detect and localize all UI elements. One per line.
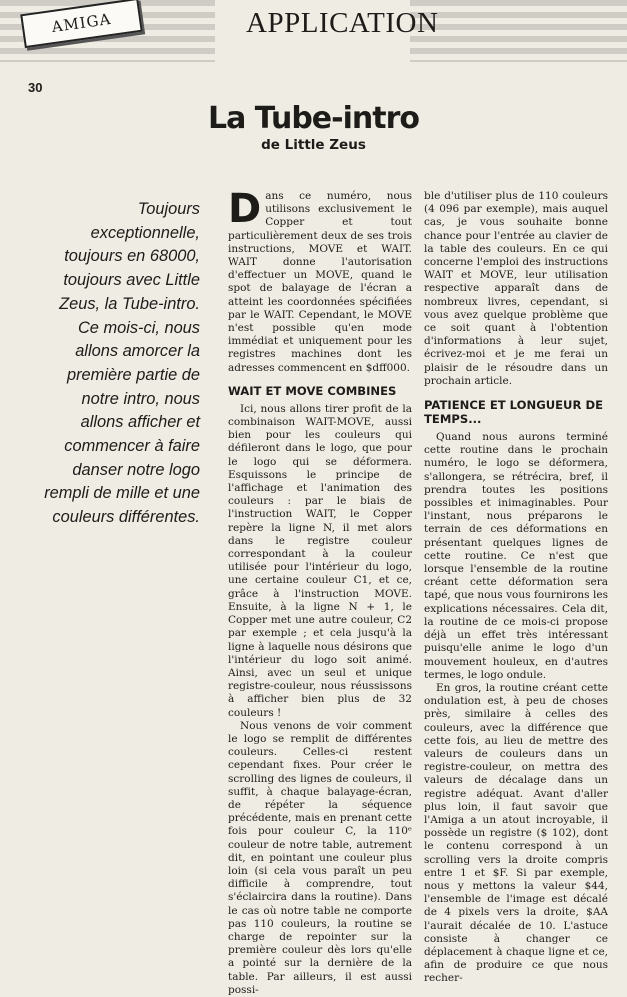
drop-cap: D <box>228 186 262 232</box>
paragraph-intro <box>228 186 412 375</box>
article-byline: de Little Zeus <box>261 137 366 153</box>
section-heading-patience: PATIENCE ET LONGUEUR DE TEMPS... <box>424 398 603 427</box>
article-column-2 <box>424 190 608 986</box>
paragraph: En gros, la routine créant cette ondulation est, à peu de choses près, similaire à celles des couleurs, avec la différence que cette fois, au lieu de mettre des valeurs de couleurs dans un registre-couleur, on mettra des valeurs de décalage dans un registre adéquat. Avant d'aller plus loin, il faut savoir que l'Amiga a un atout incroyable, il possède un registre ($ 102), dont le contenu correspond à un scrolling vers la droite compris entre 1 et $F. Si par exemple, nous y mettons la valeur $44, l'ensemble de l'image est décalé de 4 pixels vers la droite, $AA l'aurait décalée de 10. L'astuce consiste à changer ce déplacement à chaque ligne et ce, afin de produire ce que nous recher- <box>424 681 608 985</box>
paragraph: Nous venons de voir comment le logo se remplit de différentes couleurs. Celles-ci restent cependant fixes. Pour créer le scrolling des lignes de couleurs, il suffit, à chaque balayage-écran, de répéter la séquence précédente, mais en prenant cette fois pour couleur C, la 110ᵉ couleur de notre table, autrement dit, en pointant une couleur plus loin (si cela vous paraît un peu difficile à comprendre, tout s'éclaircira dans la routine). Dans le cas où notre table ne comporte pas 110 couleurs, la routine se charge de repointer sur la première couleur dès lors qu'elle a pointé sur la dernière de la table. Par ailleurs, il est aussi possi- <box>228 719 412 996</box>
article-column-1 <box>228 186 412 997</box>
article-title: La Tube-intro <box>208 101 419 136</box>
paragraph: Quand nous aurons terminé cette routine dans le prochain numéro, le logo se déformera, s'allongera, se rétrécira, bref, il prendra toutes les positions possibles et inimaginables. Pour l'instant, nous préparons le terrain de ces déformations en présentant quelques lignes de cette routine. Ce n'est que lorsque l'ensemble de la routine créant cette déformation sera tapé, que nous vous fournirons les explications nécessaires. Cela dit, la routine de ce mois-ci propose déjà un effet très intéressant puisqu'elle anime le logo d'un mouvement houleux, en d'autres termes, le logo ondule. <box>424 431 608 681</box>
intro-text: ans ce numéro, nous utilisons exclusivement le Copper et tout particulièrement deux de ses trois instructions, MOVE et WAIT. WAIT donne l'autorisation d'effectuer un MOVE, quand le spot de balayage de l'écran a atteint les coordonnées spécifiées par le WAIT. Cependant, le MOVE n'est possible qu'en mode immédiat et uniquement pour les registres machines dont les adresses commencent en $dff000. <box>228 190 412 374</box>
article-lede: Toujours exceptionnelle, toujours en 68000, toujours avec Little Zeus, la Tube-intro. Ce mois-ci, nous allons amorcer la première partie de notre intro, nous allons afficher et commencer à faire danser notre logo rempli de mille et une couleurs différentes. <box>44 200 200 527</box>
paragraph: Ici, nous allons tirer profit de la combinaison WAIT-MOVE, aussi bien pour les couleurs qui défileront dans le logo, que pour le logo qui se déformera. Esquissons le principe de l'affichage et l'animation des couleurs : par le biais de l'instruction WAIT, le Copper repère la ligne N, il met alors dans le registre couleur correspondant à la couleur utilisée pour l'intérieur du logo, une certaine couleur C1, et ce, grâce à l'instruction MOVE. Ensuite, à la ligne N + 1, le Copper met une autre couleur, C2 par exemple ; et cela jusqu'à la ligne à laquelle nous désirons que l'intérieur du logo soit animé. Ainsi, avec un seul et unique registre-couleur, nous réussissons à afficher bien plus de 32 couleurs ! <box>228 402 412 719</box>
paragraph: ble d'utiliser plus de 110 couleurs (4 096 par exemple), mais auquel cas, je vous souhaite bonne chance pour l'entrée au clavier de la table des couleurs. En ce qui concerne l'emploi des instructions WAIT et MOVE, leur utilisation respective apparaît dans de nombreux livres, cependant, si vous avez quelque problème que ce soit quant à l'obtention d'informations à leur sujet, écrivez-moi et je me ferai un plaisir de le résoudre dans un prochain article. <box>424 190 608 387</box>
section-title: APPLICATION <box>246 7 439 39</box>
header-stripes-right <box>410 0 627 62</box>
section-heading-wait-move: WAIT ET MOVE COMBINES <box>228 383 397 398</box>
page-number: 30 <box>28 80 43 95</box>
amiga-tag-label: AMIGA <box>50 9 113 37</box>
